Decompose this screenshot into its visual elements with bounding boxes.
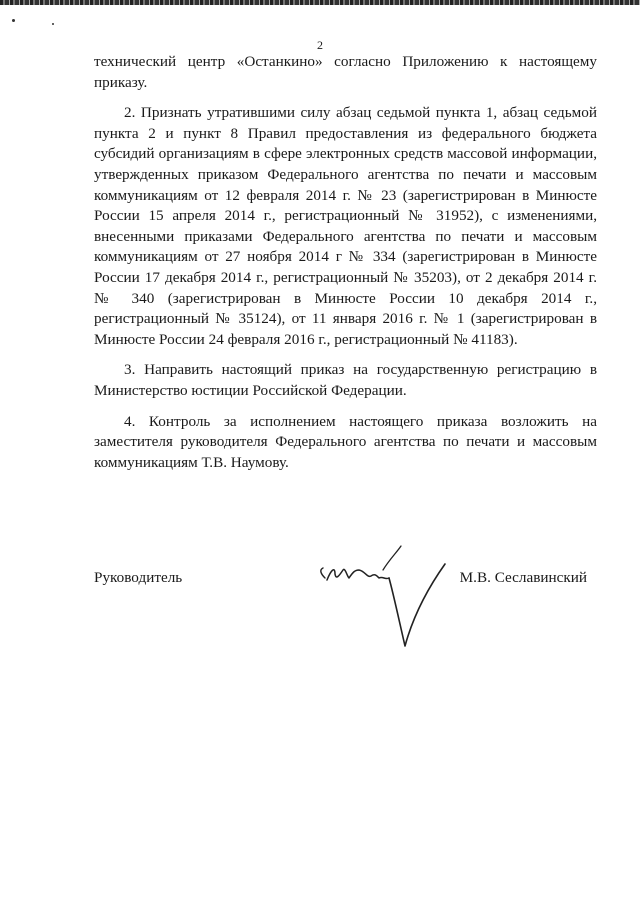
handwritten-signature — [305, 540, 455, 655]
paragraph-item-2: 2. Признать утратившими силу абзац седьмой пункта 1, абзац седьмой пункта 2 и пункт 8 Правил предоставления из федерального бюджета субсидий организациям в сфере электронных средств массовой информации, утвержденных приказом Федерального агентства по печати и массовым коммуникациям от 12 февраля 2014 г. № 23 (зарегистрирован в Минюсте России 15 апреля 2014 г., регистрационный № 31952), с изменениями, внесенными приказами Федерального агентства по печати и массовым коммуникациям от 27 ноября 2014 г № 334 (зарегистрирован в Минюсте России 17 декабря 2014 г., регистрационный № 35203), от 2 декабря 2014 г. № 340 (зарегистрирован в Минюсте России 10 декабря 2014 г., регистрационный № 35124), от 11 января 2016 г. № 1 (зарегистрирован в Минюсте России 24 февраля 2016 г., регистрационный № 41183). — [94, 104, 597, 348]
signer-name: М.В. Сеславинский — [459, 569, 587, 586]
paragraph-item-4: 4. Контроль за исполнением настоящего приказа возложить на заместителя руководителя Федерального агентства по печати и массовым коммуникациям Т.В. Наумову. — [94, 412, 597, 471]
scan-speck — [52, 23, 54, 25]
scan-speck — [12, 19, 15, 22]
paragraph-item-3: 3. Направить настоящий приказ на государственную регистрацию в Министерство юстиции Российской Федерации. — [94, 361, 597, 399]
page-number: 2 — [317, 38, 323, 52]
scan-edge-artifact — [0, 0, 640, 5]
signer-title: Руководитель — [94, 569, 183, 586]
paragraph-continuation: технический центр «Останкино» согласно Приложению к настоящему приказу. — [94, 53, 597, 91]
document-body — [94, 52, 597, 473]
